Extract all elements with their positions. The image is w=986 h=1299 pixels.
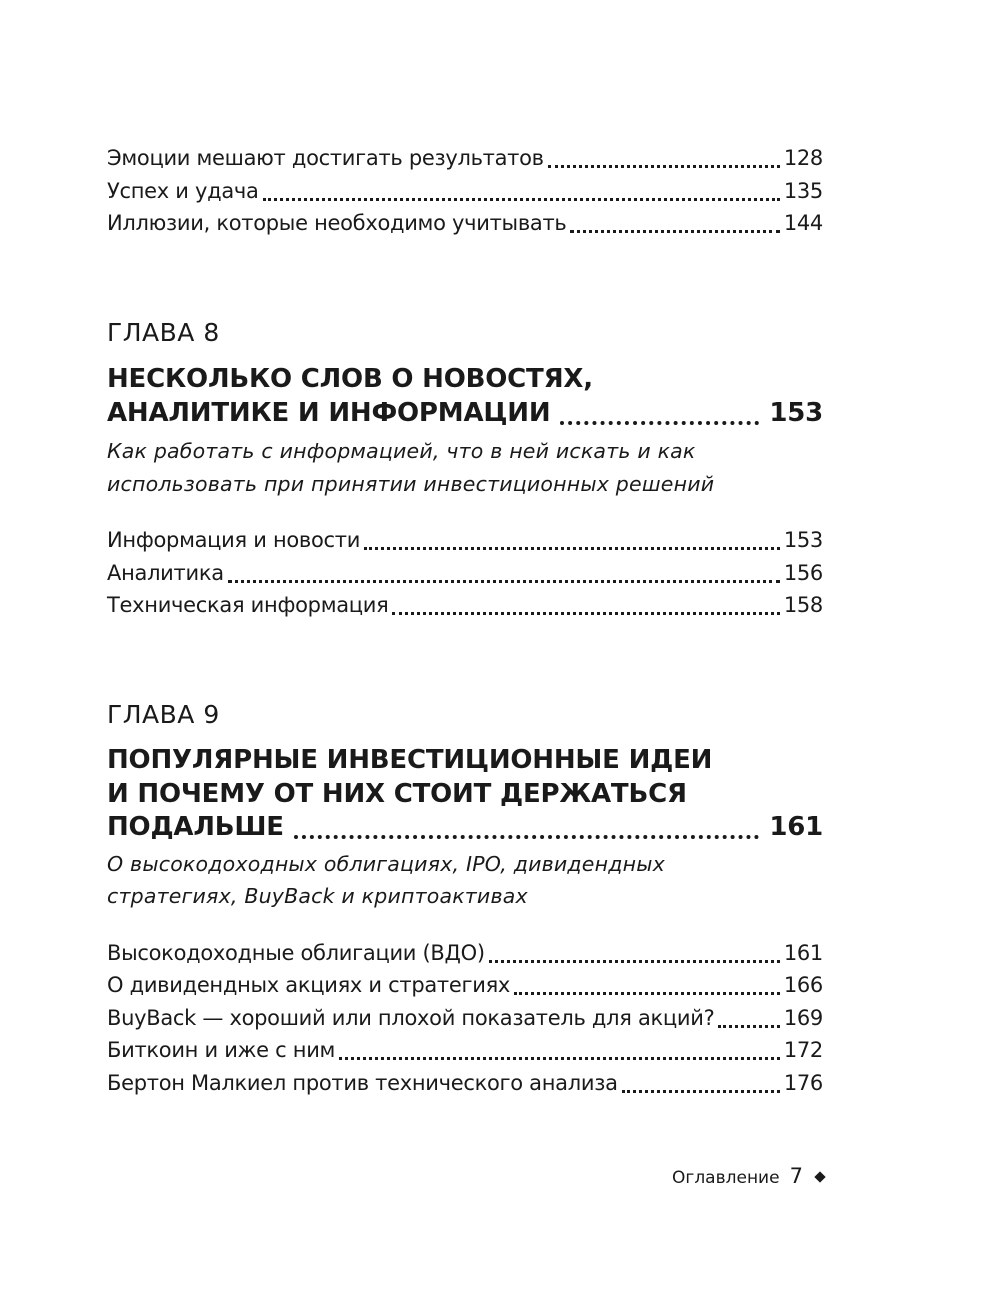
toc-entry[interactable]	[107, 528, 823, 552]
toc-entry[interactable]	[107, 179, 823, 203]
chapter-title-with-page[interactable]	[107, 398, 823, 428]
toc-entry-page: 144	[783, 211, 823, 235]
chapter-title[interactable]: НЕСКОЛЬКО СЛОВ О НОВОСТЯХ,	[107, 364, 593, 394]
dot-leader	[228, 580, 780, 583]
chapter-title: ПОДАЛЬШЕ	[107, 812, 284, 842]
toc-entry-page: 176	[783, 1071, 823, 1095]
toc-entry-page: 158	[783, 593, 823, 617]
toc-entry-label: О дивидендных акциях и стратегиях	[107, 973, 511, 997]
dot-leader	[622, 1090, 780, 1093]
chapter-title[interactable]: И ПОЧЕМУ ОТ НИХ СТОИТ ДЕРЖАТЬСЯ	[107, 779, 687, 809]
toc-entry-label: Высокодоходные облигации (ВДО)	[107, 941, 485, 965]
dot-leader	[489, 960, 780, 963]
toc-entry-label: Иллюзии, которые необходимо учитывать	[107, 211, 567, 235]
toc-entry[interactable]	[107, 941, 823, 965]
toc-entry-label: Информация и новости	[107, 528, 361, 552]
toc-entry[interactable]	[107, 593, 823, 617]
page-footer	[672, 1164, 803, 1188]
diamond-icon	[814, 1171, 825, 1182]
dot-leader	[548, 165, 780, 168]
dot-leader	[718, 1025, 779, 1028]
dot-leader	[364, 547, 780, 550]
toc-entry-page: 161	[783, 941, 823, 965]
page-number: 7	[789, 1164, 803, 1188]
dot-leader	[263, 198, 780, 201]
dot-leader	[339, 1057, 780, 1060]
chapter-subtitle: О высокодоходных облигациях, IPO, дивидендных	[107, 852, 665, 876]
chapter-title: АНАЛИТИКЕ И ИНФОРМАЦИИ	[107, 398, 551, 428]
toc-entry[interactable]	[107, 561, 823, 585]
chapter-label: ГЛАВА 8	[107, 318, 220, 347]
chapter-page: 161	[769, 812, 823, 842]
toc-entry[interactable]	[107, 211, 823, 235]
dot-leader	[514, 992, 780, 995]
toc-entry-page: 135	[783, 179, 823, 203]
toc-entry[interactable]	[107, 1071, 823, 1095]
toc-entry[interactable]	[107, 973, 823, 997]
toc-entry-label: Аналитика	[107, 561, 224, 585]
toc-entry-page: 153	[783, 528, 823, 552]
chapter-label: ГЛАВА 9	[107, 700, 220, 729]
chapter-subtitle: Как работать с информацией, что в ней искать и как	[107, 439, 696, 463]
toc-entry-label: Техническая информация	[107, 593, 389, 617]
toc-entry[interactable]	[107, 1038, 823, 1062]
chapter-subtitle: стратегиях, BuyBack и криптоактивах	[107, 884, 528, 908]
footer-label: Оглавление	[672, 1168, 780, 1188]
dot-leader	[294, 835, 759, 839]
toc-entry-page: 166	[783, 973, 823, 997]
toc-entry-label: Бертон Малкиел против технического анализа	[107, 1071, 618, 1095]
toc-entry-page: 128	[783, 146, 823, 170]
dot-leader	[570, 230, 779, 233]
toc-entry[interactable]	[107, 1006, 823, 1030]
chapter-subtitle: использовать при принятии инвестиционных решений	[107, 472, 715, 496]
toc-entry[interactable]	[107, 146, 823, 170]
dot-leader	[560, 421, 759, 425]
chapter-title[interactable]: ПОПУЛЯРНЫЕ ИНВЕСТИЦИОННЫЕ ИДЕИ	[107, 745, 713, 775]
toc-entry-label: Успех и удача	[107, 179, 259, 203]
toc-entry-page: 172	[783, 1038, 823, 1062]
chapter-page: 153	[769, 398, 823, 428]
toc-entry-label: Эмоции мешают достигать результатов	[107, 146, 544, 170]
toc-entry-page: 156	[783, 561, 823, 585]
toc-entry-page: 169	[783, 1006, 823, 1030]
toc-entry-label: Биткоин и иже с ним	[107, 1038, 336, 1062]
dot-leader	[392, 612, 779, 615]
chapter-title-with-page[interactable]	[107, 812, 823, 842]
toc-entry-label: BuyBack — хороший или плохой показатель для акций?	[107, 1006, 715, 1030]
